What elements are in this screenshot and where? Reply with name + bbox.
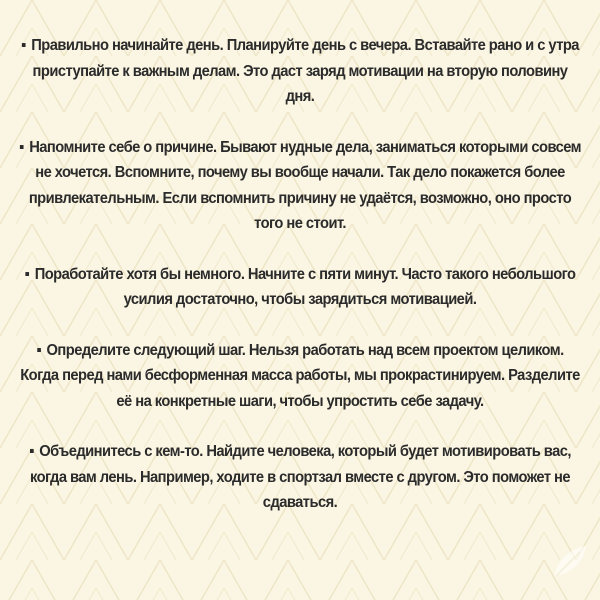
tip-text: Напомните себе о причине. Бывают нудные дела, заниматься которыми совсем не хочется. Вспомните, почему вы вообще начали. Так дело покажется более привлекательным. Если вспомнить причину не удаётся, возможно, оно просто того не стоит. xyxy=(28,138,582,232)
tip-paragraph xyxy=(18,439,581,516)
bullet-icon: ▪ xyxy=(24,265,30,283)
tip-paragraph xyxy=(18,338,581,415)
tips-list xyxy=(18,33,582,541)
bullet-icon: ▪ xyxy=(36,341,42,359)
tip-text: Объединитесь с кем-то. Найдите человека, который будет мотивировать вас, когда вам лень. Например, ходите в спортзал вместе с другом. Это поможет не сдаваться. xyxy=(29,443,571,511)
tip-text: Поработайте хотя бы немного. Начните с пяти минут. Часто такого небольшого усилия достаточно, чтобы зарядиться мотивацией. xyxy=(34,265,576,308)
faint-leaf-logo-icon xyxy=(544,536,594,586)
bullet-icon: ▪ xyxy=(21,37,26,54)
tip-text: Правильно начинайте день. Планируйте день с вечера. Вставайте рано и с утра приступайте к важным делам. Это даст заряд мотивации на вторую половину дня. xyxy=(31,37,579,105)
bullet-icon: ▪ xyxy=(29,443,34,460)
bullet-icon: ▪ xyxy=(18,138,24,156)
tip-text: Определите следующий шаг. Нельзя работать над всем проектом целиком. Когда перед нами бесформенная масса работы, мы прокрастинируем. Разделите её на конкретные шаги, чтобы упростить себе задачу. xyxy=(20,341,580,410)
tip-paragraph xyxy=(18,135,581,237)
tip-paragraph xyxy=(18,262,581,313)
tip-paragraph xyxy=(18,33,581,110)
